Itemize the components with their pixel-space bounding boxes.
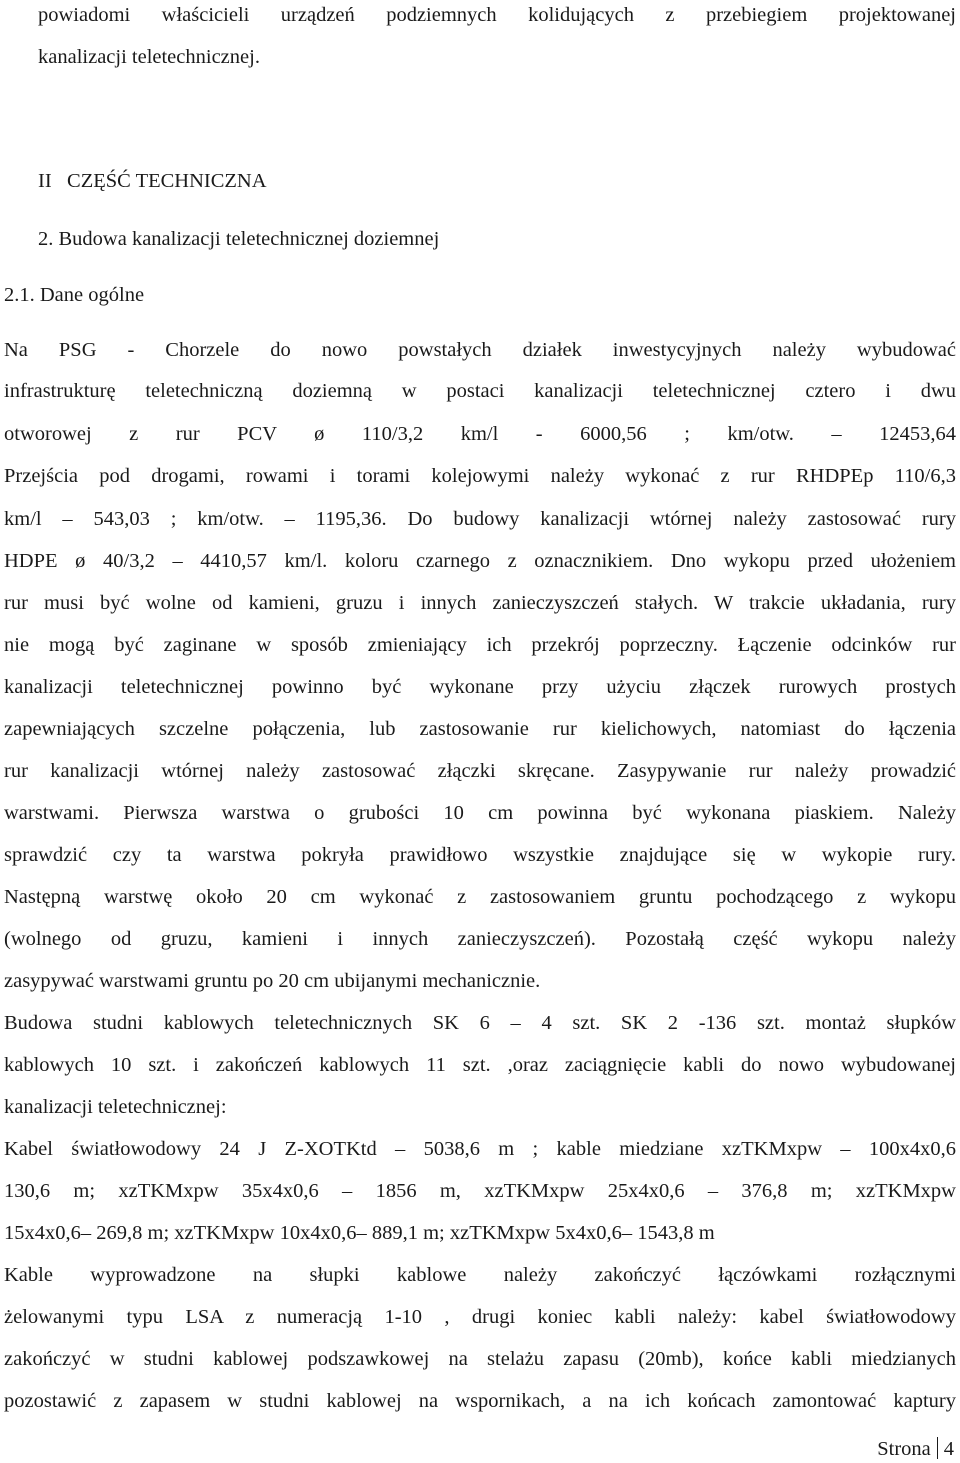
text-line: pozostawić z zapasem w studni kablowej na wspornikach, a na ich końcach zamontować kaptury: [4, 1390, 956, 1412]
text-line: powiadomi właścicieli urządzeń podziemnych kolidujących z przebiegiem projektowanej: [38, 4, 956, 26]
text-line: warstwami. Pierwsza warstwa o grubości 10 cm powinna być wykonana piaskiem. Należy: [4, 802, 956, 824]
text-line: 15x4x0,6– 269,8 m; xzTKMxpw 10x4x0,6– 889,1 m; xzTKMxpw 5x4x0,6– 1543,8 m: [4, 1222, 715, 1244]
text-line: Kable wyprowadzone na słupki kablowe należy zakończyć łączówkami rozłącznymi: [4, 1264, 956, 1286]
text-line: rur musi być wolne od kamieni, gruzu i innych zanieczyszczeń stałych. W trakcie układania, rury: [4, 592, 956, 614]
text-line: 130,6 m; xzTKMxpw 35x4x0,6 – 1856 m, xzTKMxpw 25x4x0,6 – 376,8 m; xzTKMxpw: [4, 1180, 956, 1202]
text-line: zapewniających szczelne połączenia, lub zastosowanie rur kielichowych, natomiast do łączenia: [4, 718, 956, 740]
text-line: kablowych 10 szt. i zakończeń kablowych 11 szt. ,oraz zaciągnięcie kabli do nowo wybudowanej: [4, 1054, 956, 1076]
text-line: kanalizacji teletechnicznej:: [4, 1096, 227, 1118]
text-line: nie mogą być zaginane w sposób zmieniający ich przekrój poprzeczny. Łączenie odcinków rur: [4, 634, 956, 656]
footer-separator: [937, 1437, 938, 1459]
text-line: Przejścia pod drogami, rowami i torami kolejowymi należy wykonać z rur RHDPEp 110/6,3: [4, 465, 956, 487]
text-line: HDPE ø 40/3,2 – 4410,57 km/l. koloru czarnego z oznacznikiem. Dno wykopu przed ułożeniem: [4, 550, 956, 572]
page-number: 4: [943, 1438, 954, 1460]
text-line: żelowanymi typu LSA z numeracją 1-10 , drugi koniec kabli należy: kabel światłowodowy: [4, 1306, 956, 1328]
text-line: Kabel światłowodowy 24 J Z-XOTKtd – 5038,6 m ; kable miedziane xzTKMxpw – 100x4x0,6: [4, 1138, 956, 1160]
page-footer: [877, 1436, 954, 1462]
page-label: Strona: [877, 1438, 931, 1460]
text-line: sprawdzić czy ta warstwa pokryła prawidłowo wszystkie znajdujące się w wykopie rury.: [4, 844, 956, 866]
section-heading: II CZĘŚĆ TECHNICZNA: [38, 170, 267, 192]
subsection-heading: 2.1. Dane ogólne: [4, 284, 145, 306]
text-line: Na PSG - Chorzele do nowo powstałych działek inwestycyjnych należy wybudować: [4, 339, 956, 361]
text-line: kanalizacji teletechnicznej powinno być wykonane przy użyciu złączek rurowych prostych: [4, 676, 956, 698]
text-line: kanalizacji teletechnicznej.: [38, 46, 260, 68]
text-line: zakończyć w studni kablowej podszawkowej na stelażu zapasu (20mb), końce kabli miedzianych: [4, 1348, 956, 1370]
text-line: otworowej z rur PCV ø 110/3,2 km/l - 6000,56 ; km/otw. – 12453,64: [4, 423, 956, 445]
text-line: zasypywać warstwami gruntu po 20 cm ubijanymi mechanicznie.: [4, 970, 541, 992]
text-line: rur kanalizacji wtórnej należy zastosować złączki skręcane. Zasypywanie rur należy prowadzić: [4, 760, 956, 782]
text-line: Budowa studni kablowych teletechnicznych SK 6 – 4 szt. SK 2 -136 szt. montaż słupków: [4, 1012, 956, 1034]
text-line: Następną warstwę około 20 cm wykonać z zastosowaniem gruntu pochodzącego z wykopu: [4, 886, 956, 908]
text-line: (wolnego od gruzu, kamieni i innych zanieczyszczeń). Pozostałą część wykopu należy: [4, 928, 956, 950]
text-line: km/l – 543,03 ; km/otw. – 1195,36. Do budowy kanalizacji wtórnej należy zastosować rury: [4, 508, 956, 530]
text-line: infrastrukturę teletechniczną doziemną w postaci kanalizacji teletechnicznej cztero i dwu: [4, 380, 956, 402]
chapter-heading: 2. Budowa kanalizacji teletechnicznej doziemnej: [38, 228, 440, 250]
